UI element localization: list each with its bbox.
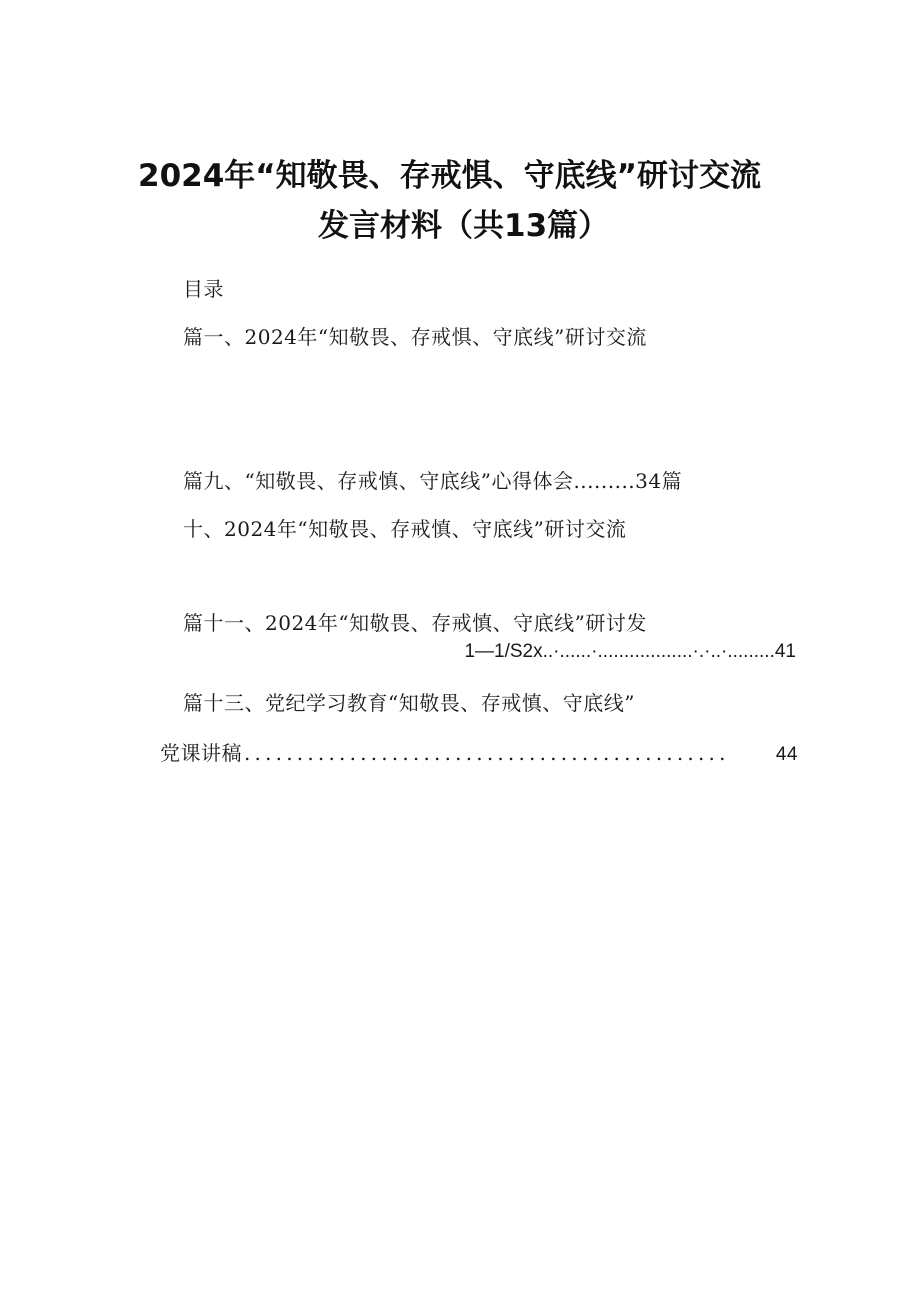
toc-entry-13[interactable]: 篇十三、党纪学习教育“知敬畏、存戒慎、守底线” (183, 691, 635, 715)
toc-dot-leader-row (160, 737, 798, 766)
toc-entry-9[interactable]: 篇九、“知敬畏、存戒慎、守底线”心得体会.........34篇 (183, 469, 683, 493)
toc-heading: 目录 (183, 277, 224, 301)
toc-entry-13-text: 党课讲稿 (160, 741, 242, 765)
document-title-line-1: 2024年“知敬畏、存戒惧、守底线”研讨交流 (138, 158, 762, 194)
toc-entry-13-continuation[interactable] (160, 737, 798, 766)
toc-entry-11[interactable]: 篇十一、2024年“知敬畏、存戒慎、守底线”研讨发 (183, 611, 647, 635)
toc-entry-11-continuation[interactable]: 1—1/S2x..·......·..................·.·..·.........41 (464, 641, 796, 662)
document-title-line-2: 发言材料（共13篇） (318, 208, 610, 244)
toc-page-number: 44 (775, 744, 798, 765)
toc-dot-leader: .............................................. (244, 741, 730, 765)
toc-entry-1[interactable]: 篇一、2024年“知敬畏、存戒惧、守底线”研讨交流 (183, 325, 647, 349)
toc-entry-10[interactable]: 十、2024年“知敬畏、存戒慎、守底线”研讨交流 (183, 517, 627, 541)
